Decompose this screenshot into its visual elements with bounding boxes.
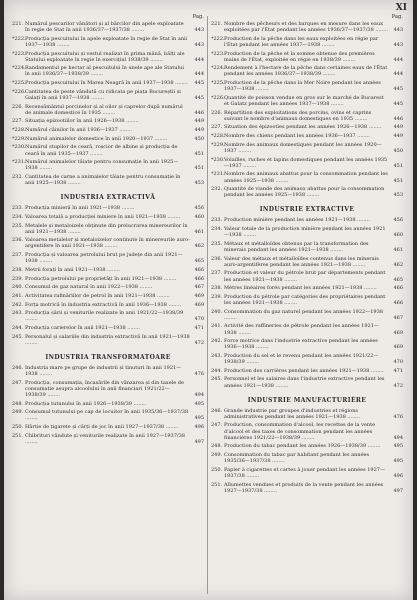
entry-title: Production de la pêche dans les eaux exploitées en régie par l'État pendant les années 1937—1938 ........ xyxy=(224,35,379,48)
toc-entry xyxy=(12,223,204,235)
entry-title: Production des carrières pendant les années 1921—1938 ........ xyxy=(224,367,384,374)
entry-number: *229. xyxy=(211,141,225,148)
entry-page: 472 xyxy=(393,382,403,389)
section-heading: INDUSTRIA TRANSFORMATOARE xyxy=(45,354,171,361)
entry-number: *226. xyxy=(211,94,225,101)
entry-number: *225. xyxy=(12,80,26,87)
entry-number: 251. xyxy=(12,432,24,439)
entry-title: Numărul pescarilor vânători și al bărcilor din apele exploatate în regie de Stat în anii 1936/37—1937/38 ........ xyxy=(25,21,184,34)
entry-number: 243. xyxy=(211,353,223,359)
entry-number: 247. xyxy=(12,379,24,386)
toc-entry xyxy=(12,65,204,77)
toc-entry xyxy=(12,365,204,377)
entry-title: Production du sel et le revenu pendant les années 1921/22—1938/39 ........ xyxy=(224,353,379,366)
entry-title: Grande industrie par groupes d'industries et régions administratives pendant les années 1921—1938 ........ xyxy=(224,407,361,420)
entry-number: *231. xyxy=(211,171,225,178)
entry-page: 453 xyxy=(194,180,204,187)
entry-number: *223. xyxy=(211,50,225,57)
entry-number: 241. xyxy=(12,292,24,299)
entry-number: 221. xyxy=(211,21,223,27)
entry-page: 451 xyxy=(194,165,204,172)
toc-entry xyxy=(12,302,204,308)
entry-title: Nombre des pêcheurs et des barques en mesure dans les eaux exploitées par l'État pendant les années 1936/37—1937/38 ........ xyxy=(224,21,389,34)
toc-entry xyxy=(12,89,204,101)
entry-page: 471 xyxy=(393,367,403,374)
entry-number: 250. xyxy=(12,424,24,431)
entry-title: Metrii forați în anii 1921—1938 ........ xyxy=(25,266,120,273)
entry-title: Valoarea totală a producției miniere în anii 1921—1938 ........ xyxy=(25,213,181,220)
entry-page: 453 xyxy=(393,192,403,199)
entry-title: Situation des épizooties pendant les années 1926—1938 ........ xyxy=(224,124,382,131)
entry-number: 246. xyxy=(12,365,24,371)
toc-entry xyxy=(211,285,403,291)
entry-page: 476 xyxy=(194,371,204,378)
entry-page: 449 xyxy=(194,118,204,125)
entry-page: 449 xyxy=(393,124,403,131)
entry-title: Forța motrică în industria extractivă în anii 1936—1938 ........ xyxy=(25,301,182,308)
toc-entry xyxy=(211,368,403,374)
toc-entry xyxy=(12,380,204,398)
entry-number: 236. xyxy=(211,255,223,262)
toc-entry xyxy=(211,124,403,130)
entry-page: 461 xyxy=(194,228,204,235)
toc-entry xyxy=(12,205,204,211)
entry-title: Production, consommation d'alcool, les recettes de la vente d'alcool et des taxes de consommation pendant les années financières 1921/22—1938/39 ........ xyxy=(224,422,376,441)
entry-title: Nombre des chiens pendant les années 1936—1937 ........ xyxy=(224,133,370,140)
entry-page: 446 xyxy=(194,109,204,116)
entry-page: 495 xyxy=(393,443,403,450)
entry-page: 472 xyxy=(194,339,204,346)
toc-entry xyxy=(211,376,403,388)
entry-page: 469 xyxy=(194,301,204,308)
entry-title: Producția pescuitului și vestul realizat în prima mână, bălți ale Statului exploatate în regie în exercițiul 1938/39 ........ xyxy=(25,50,185,63)
entry-page: 465 xyxy=(194,258,204,265)
entry-page: 465 xyxy=(393,276,403,283)
french-column xyxy=(211,14,403,496)
entry-title: Producția petrolului pe proprietăți în anii 1921—1938 ........ xyxy=(25,275,177,282)
entry-number: 245. xyxy=(12,333,24,340)
toc-entry xyxy=(12,334,204,346)
toc-entry xyxy=(211,353,403,365)
entry-title: Volailles, ruches et lapins domestiques pendant les années 1935—1937 ........ xyxy=(224,156,388,169)
entry-title: Producția minieră în anii 1921—1938 ........ xyxy=(25,205,135,212)
entry-title: Allumettes vendues et produits de la vente pendant les années 1927—1937/38 ........ xyxy=(224,481,384,494)
entry-number: 248. xyxy=(12,400,24,407)
entry-title: Hârtie de țigarete și cărți de joc în anii 1927—1937/38 ........ xyxy=(25,424,179,431)
entry-page: 445 xyxy=(194,80,204,87)
entry-page: 444 xyxy=(393,56,403,63)
entry-title: Numărul câinilor în anii 1936—1937 ........ xyxy=(25,127,133,134)
toc-entry xyxy=(211,133,403,139)
entry-title: Métaux et métalloïdes obtenus par la transformation des minerais pendant les années 1921—1938 ........ xyxy=(224,240,369,253)
entry-number: *222. xyxy=(12,35,26,42)
entry-number: 226. xyxy=(211,109,223,116)
entry-number: 242. xyxy=(12,301,24,308)
entry-page: 497 xyxy=(393,487,403,494)
entry-page: 469 xyxy=(393,344,403,351)
toc-entry xyxy=(211,443,403,449)
entry-title: Producția și valoarea petrolului brut pe județe din anii 1921—1938 ........ xyxy=(25,252,183,265)
entry-page: 450 xyxy=(393,147,403,154)
entry-page: 444 xyxy=(194,71,204,78)
toc-entry xyxy=(211,323,403,335)
entry-page: 445 xyxy=(194,94,204,101)
section-heading: INDUSTRIA EXTRACTIVĂ xyxy=(60,194,156,202)
toc-entry xyxy=(211,270,403,282)
entry-title: Valeur des métaux et métalloïdes contenus dans les minerais auro-argentifères pendant les années 1921—1938 ........ xyxy=(224,255,379,268)
toc-entry xyxy=(12,136,204,142)
entry-number: 249. xyxy=(12,409,24,416)
entry-title: Mètres linéaires forés pendant les années 1921—1938 ........ xyxy=(224,285,377,292)
toc-entry xyxy=(12,144,204,156)
entry-page: 466 xyxy=(393,285,403,292)
entry-number: 235. xyxy=(12,222,24,229)
entry-title: Cantitatea de carne a animalelor tăiate pentru consumație în anii 1925—1938 ........ xyxy=(25,174,181,187)
entry-page: 494 xyxy=(393,434,403,441)
entry-page: 444 xyxy=(194,56,204,63)
entry-number: *224. xyxy=(211,65,225,72)
entry-title: Producția pescuitului în Marea Neagră în anii 1937—1938 ........ xyxy=(25,80,188,87)
pag-label: Pag. xyxy=(391,14,403,20)
entry-title: Force motrice dans l'industrie extractive pendant les années 1936—1938 ........ xyxy=(224,338,378,351)
entry-title: Consumul tutunului pe cap de locuitor în anii 1935/36—1937/38 ........ xyxy=(25,409,189,422)
entry-number: *224. xyxy=(12,65,26,72)
document-page xyxy=(4,0,413,600)
entry-number: 248. xyxy=(211,443,223,450)
entry-number: 232. xyxy=(12,174,24,180)
entry-page: 467 xyxy=(393,314,403,321)
toc-entry xyxy=(12,36,204,48)
toc-entry xyxy=(211,338,403,350)
entry-number: 242. xyxy=(211,338,223,345)
entry-number: 233. xyxy=(12,205,24,212)
entry-number: 227. xyxy=(12,118,24,125)
entry-number: 249. xyxy=(211,452,223,458)
entry-page: 466 xyxy=(194,266,204,273)
toc-entry xyxy=(12,267,204,273)
entry-title: Randamentul pe hectar al pescuitului în unele ape ale Statului în anii 1936/37—1938/39 ........ xyxy=(25,65,184,78)
page-number: XI xyxy=(395,3,407,13)
toc-entry xyxy=(211,51,403,63)
entry-title: Personalul și salariile din industria extractivă în anii 1921—1938 ........ xyxy=(25,333,190,346)
entry-page: 451 xyxy=(393,162,403,169)
entry-title: Répartition des exploitations des porcins, ovins et caprins suivant le nombre d'animaux domestiques en 1935 ........ xyxy=(224,109,372,122)
entry-title: Producția pescuitului în apele exploatate în regie de Stat în anii 1937—1938 ........ xyxy=(25,35,188,48)
toc-entry xyxy=(211,256,403,268)
entry-title: Industria mare pe grupe de industrii și tinuturi în anii 1921—1938 ........ xyxy=(25,365,182,378)
entry-page: 466 xyxy=(393,299,403,306)
entry-number: 246. xyxy=(211,407,223,414)
entry-number: *222. xyxy=(211,35,225,42)
entry-number: 241. xyxy=(211,323,223,330)
entry-number: *226. xyxy=(12,88,26,95)
toc-entry xyxy=(211,422,403,440)
toc-entry xyxy=(12,214,204,220)
entry-number: 243. xyxy=(12,310,24,317)
entry-title: Numărul animalelor domestice în anii 1920—1937 ........ xyxy=(25,135,168,142)
entry-page: 460 xyxy=(393,232,403,239)
entry-page: 443 xyxy=(393,27,403,34)
toc-entry xyxy=(12,127,204,133)
toc-entry xyxy=(211,21,403,33)
entry-number: 237. xyxy=(12,252,24,259)
entry-number: *228. xyxy=(12,127,26,134)
entry-title: Valeur totale de la production minière pendant les années 1921—1938 ........ xyxy=(224,226,386,239)
entry-title: Quantité de poisson vendue en gros sur le marché de Bucarest et Galatz pendant les années 1937—1938 ........ xyxy=(224,94,384,107)
section-heading: INDUSTRIE MANUFACTURIÈRE xyxy=(247,396,367,404)
entry-title: Activité des raffineries de pétrole pendant les années 1921—1938 ........ xyxy=(224,323,379,336)
entry-number: *225. xyxy=(211,80,225,87)
toc-entry xyxy=(211,294,403,306)
entry-title: Rendement à l'hectare de la pêche dans certaines eaux de l'État pendant les années 1936/37—1938/39 ........ xyxy=(224,65,388,78)
toc-entry xyxy=(12,21,204,33)
romanian-column xyxy=(12,14,204,448)
entry-title: Metalele și metaloizele obținute din prelucrarea minereurilor în anii 1921—1938 ........ xyxy=(25,222,188,235)
entry-title: Producția, consumația, încasările din vânzarea și din taxele de consumație asupra alcoolului în anii financiari 1921/22—1938/39 ........ xyxy=(25,379,184,398)
toc-entry xyxy=(211,157,403,169)
toc-entry xyxy=(12,51,204,63)
entry-page: 497 xyxy=(194,438,204,445)
toc-entry xyxy=(211,241,403,253)
entry-number: 221. xyxy=(12,21,24,27)
toc-entry xyxy=(12,237,204,249)
toc-entry xyxy=(211,452,403,464)
toc-entry xyxy=(12,104,204,116)
entry-number: *228. xyxy=(211,133,225,140)
entry-page: 444 xyxy=(393,71,403,78)
entry-number: 236. xyxy=(12,237,24,244)
entry-page: 469 xyxy=(393,329,403,336)
entry-number: 235. xyxy=(211,240,223,247)
entry-title: Production et valeur du pétrole brut par départements pendant les années 1921—1938 ........ xyxy=(224,270,386,283)
entry-page: 470 xyxy=(393,359,403,366)
entry-page: 451 xyxy=(194,150,204,157)
entry-number: 250. xyxy=(211,466,223,473)
entry-number: 251. xyxy=(211,481,223,488)
entry-title: Producția sării și veniturile realizate în anii 1921/22—1938/39 ........ xyxy=(25,310,184,323)
entry-page: 495 xyxy=(194,415,204,422)
entry-page: 496 xyxy=(194,424,204,431)
entry-title: Numărul animalelor tăiate pentru consumație în anii 1925—1938 ........ xyxy=(25,159,179,172)
entry-number: 232. xyxy=(211,186,223,193)
toc-entry xyxy=(211,95,403,107)
toc-entry xyxy=(211,482,403,494)
entry-number: *229. xyxy=(12,135,26,142)
entry-page: 449 xyxy=(393,133,403,140)
toc-entry xyxy=(211,217,403,223)
entry-page: 462 xyxy=(393,261,403,268)
entry-number: *230. xyxy=(12,144,26,151)
entry-number: 237. xyxy=(211,270,223,277)
toc-entry xyxy=(12,310,204,322)
toc-entry xyxy=(211,226,403,238)
column-divider xyxy=(207,16,208,594)
entry-number: 244. xyxy=(12,325,24,332)
entry-number: 227. xyxy=(211,124,223,131)
entry-number: 239. xyxy=(211,293,223,300)
entry-title: Papier à cigarettes et cartes à jouer pendant les années 1927—1937/38 ........ xyxy=(224,466,385,479)
toc-entry xyxy=(12,252,204,264)
entry-title: Producția carierelor în anii 1921—1938 ........ xyxy=(25,325,140,332)
entry-title: Production du tabac pendant les années 1926—1938/39 ........ xyxy=(224,443,381,450)
entry-page: 461 xyxy=(393,246,403,253)
entry-page: 462 xyxy=(194,243,204,250)
entry-page: 456 xyxy=(393,217,403,224)
entry-page: 451 xyxy=(393,177,403,184)
toc-entry xyxy=(12,433,204,445)
entry-page: 496 xyxy=(393,472,403,479)
entry-title: Personnel et les salaires dans l'industrie extractive pendant les années 1921—1938 ........ xyxy=(224,376,385,389)
toc-entry xyxy=(12,174,204,186)
entry-number: 239. xyxy=(12,275,24,282)
toc-entry xyxy=(211,110,403,122)
toc-entry xyxy=(12,284,204,290)
entry-page: 471 xyxy=(194,325,204,332)
entry-title: Numărul stupilor de ceară, roșcior de albine și producția de ceară în anii 1935—1937 ........ xyxy=(25,144,178,157)
entry-page: 495 xyxy=(194,400,204,407)
entry-page: 445 xyxy=(393,101,403,107)
entry-number: *230. xyxy=(211,156,225,163)
toc-entry xyxy=(211,36,403,48)
toc-entry xyxy=(12,409,204,421)
entry-page: 446 xyxy=(393,115,403,122)
entry-number: 234. xyxy=(12,213,24,220)
entry-number: 238. xyxy=(12,266,24,273)
entry-number: 240. xyxy=(12,284,24,291)
entry-page: 466 xyxy=(194,275,204,282)
entry-number: *223. xyxy=(12,50,26,57)
entry-page: 470 xyxy=(194,316,204,323)
entry-number: 245. xyxy=(211,376,223,383)
entry-number: 244. xyxy=(211,367,223,374)
entry-number: 233. xyxy=(211,217,223,224)
toc-entry xyxy=(12,118,204,124)
toc-entry xyxy=(211,142,403,154)
toc-entry xyxy=(211,171,403,183)
toc-entry xyxy=(12,401,204,407)
entry-page: 445 xyxy=(393,86,403,93)
toc-entry xyxy=(12,293,204,299)
toc-entry xyxy=(211,80,403,92)
toc-entry xyxy=(12,325,204,331)
entry-title: Producția tutunului în anii 1926—1938/39 ........ xyxy=(25,400,147,407)
entry-title: Cantitatea de peste vândută cu ridicata pe piața Bucureștii și Galați în anii 1937—1938 ........ xyxy=(25,88,181,101)
entry-title: Situația epizootiilor în anii 1926—1938 ........ xyxy=(25,118,139,125)
entry-page: 460 xyxy=(194,213,204,220)
entry-page: 469 xyxy=(194,292,204,299)
entry-number: 247. xyxy=(211,422,223,429)
entry-page: 495 xyxy=(393,458,403,465)
entry-number: *231. xyxy=(12,159,26,166)
entry-title: Consumul de gaz natural în anii 1922—1938 ........ xyxy=(25,284,153,291)
entry-title: Production de la pêche et la somme obtenue des premières mains de l'État, exploitée en régie en 1938/39 ........ xyxy=(224,50,375,63)
entry-page: 494 xyxy=(194,391,204,398)
entry-page: 450 xyxy=(194,135,204,142)
entry-page: 443 xyxy=(393,41,403,48)
entry-title: Production du pétrole par catégories des propriétaires pendant les années 1921—1938 ........ xyxy=(224,293,386,306)
entry-page: 443 xyxy=(194,27,204,34)
entry-page: 449 xyxy=(194,127,204,134)
toc-entry xyxy=(211,467,403,479)
entry-title: Valoarea metalelor și metaloizelor continute în minereurile auro-argentifere în anii 1921—1938 ........ xyxy=(25,237,190,250)
entry-title: Recensământul porcinelor și al oilor și caprelor după numărul de animale domestice în 1935 ........ xyxy=(25,103,183,116)
toc-entry xyxy=(211,65,403,77)
entry-title: Chibrituri vândute și veniturile realizate în anii 1927—1937/38 ........ xyxy=(25,432,185,445)
pag-label: Pag. xyxy=(192,14,204,20)
entry-number: 240. xyxy=(211,308,223,315)
entry-title: Production de la pêche dans la Mer Noire pendant les années 1937—1938 ........ xyxy=(224,80,381,93)
entry-title: Consommation du gaz naturel pendant les années 1922—1938 ........ xyxy=(224,308,383,321)
toc-entry xyxy=(211,186,403,198)
entry-title: Nombre des animaux abattus pour la consommation pendant les années 1925—1938 ........ xyxy=(224,171,388,184)
toc-entry xyxy=(211,408,403,420)
entry-title: Quantité de viande des animaux abattus pour la consommation pendant les années 1925—1938 ........ xyxy=(224,186,385,199)
toc-entry xyxy=(12,80,204,86)
entry-title: Production minière pendant les années 1921—1938 ........ xyxy=(224,217,370,224)
entry-page: 476 xyxy=(393,413,403,420)
entry-page: 443 xyxy=(194,41,204,48)
entry-number: 238. xyxy=(211,285,223,292)
entry-title: Consommation du tabac par habitant pendant les années 1935/36—1937/38 ........ xyxy=(224,452,370,465)
entry-page: 456 xyxy=(194,205,204,212)
entry-number: 226. xyxy=(12,103,24,110)
entry-number: 234. xyxy=(211,226,223,233)
toc-entry xyxy=(12,424,204,430)
entry-page: 467 xyxy=(194,284,204,291)
entry-title: Activitatea rafinăriilor de petrol în anii 1921—1938 ........ xyxy=(25,292,170,299)
toc-entry xyxy=(12,276,204,282)
section-heading: INDUSTRIE EXTRACTIVE xyxy=(259,206,355,214)
toc-entry xyxy=(12,159,204,171)
toc-entry xyxy=(211,309,403,321)
entry-title: Nombre des animaux domestiques pendant les années 1920—1937 ........ xyxy=(224,141,382,154)
